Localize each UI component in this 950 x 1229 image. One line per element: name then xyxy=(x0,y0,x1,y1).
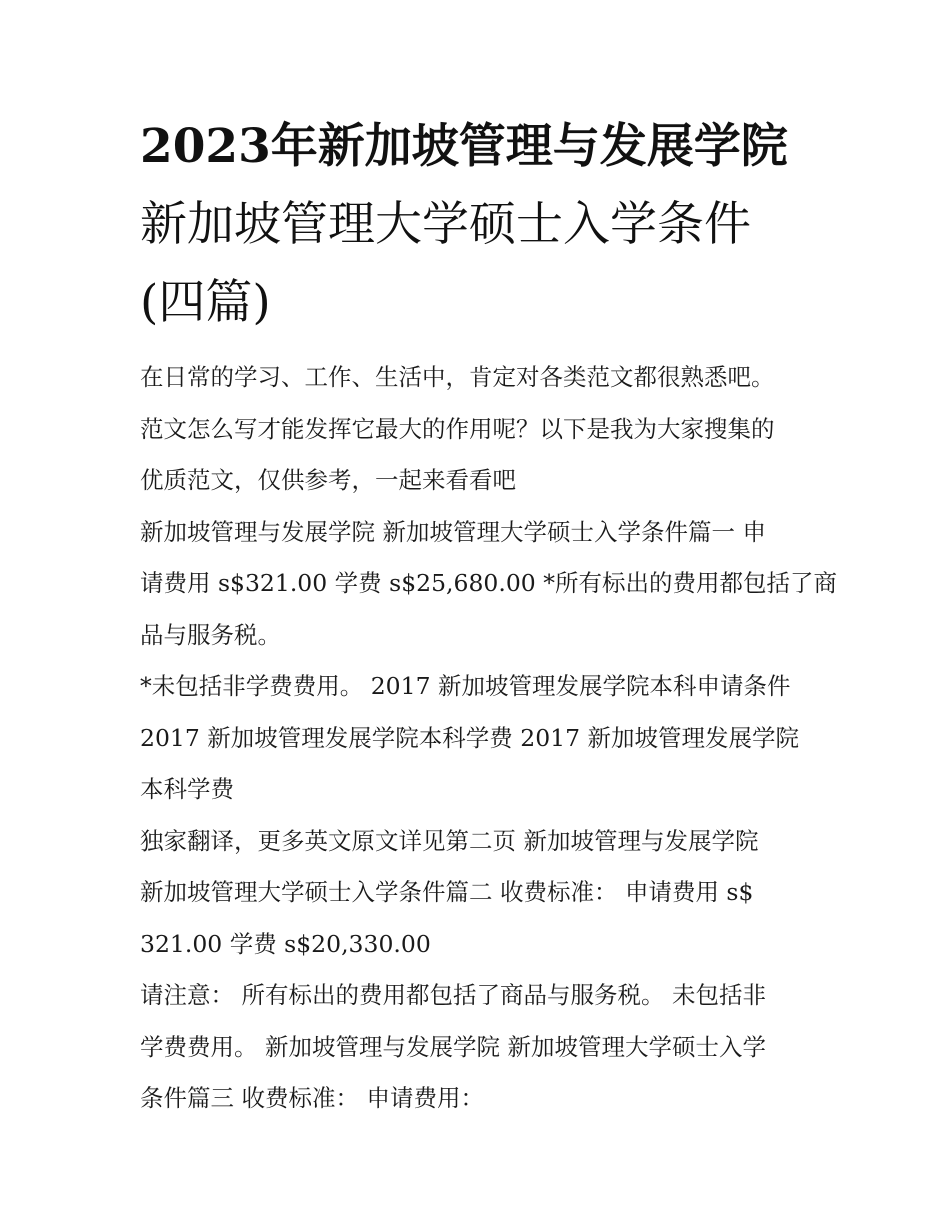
text-line: 条件篇三 收费标准： 申请费用： xyxy=(140,1084,484,1112)
title-line: 新加坡管理大学硕士入学条件 xyxy=(140,197,751,252)
paragraph-intro xyxy=(140,352,830,507)
text-line: 请注意： 所有标出的费用都包括了商品与服务税。 未包括非 xyxy=(140,981,766,1009)
text-line: 品与服务税。 xyxy=(140,620,281,649)
document-title xyxy=(140,108,830,342)
title-line: (四篇) xyxy=(140,275,271,330)
document-body xyxy=(140,352,837,1125)
text-line: 优质范文，仅供参考，一起来看看吧 xyxy=(140,466,516,494)
text-line: 2017 新加坡管理发展学院本科学费 2017 新加坡管理发展学院 xyxy=(140,723,800,752)
text-line: 独家翻译，更多英文原文详见第二页 新加坡管理与发展学院 xyxy=(140,826,759,855)
text-line: 321.00 学费 s$20,330.00 xyxy=(140,929,431,958)
text-line: 学费费用。 新加坡管理与发展学院 新加坡管理大学硕士入学 xyxy=(140,1032,766,1061)
title-line: 2023年新加坡管理与发展学院 xyxy=(140,119,788,174)
text-line: 新加坡管理与发展学院 新加坡管理大学硕士入学条件篇一 申 xyxy=(140,517,766,546)
text-line: 在日常的学习、工作、生活中，肯定对各类范文都很熟悉吧。 xyxy=(140,363,775,391)
paragraph-article-one xyxy=(140,507,837,662)
text-line: *未包括非学费费用。 2017 新加坡管理发展学院本科申请条件 xyxy=(140,672,791,700)
text-line: 请费用 s$321.00 学费 s$25,680.00 *所有标出的费用都包括了商 xyxy=(140,569,837,597)
paragraph-article-three xyxy=(140,970,830,1125)
text-line: 范文怎么写才能发挥它最大的作用呢？以下是我为大家搜集的 xyxy=(140,414,775,443)
text-line: 本科学费 xyxy=(140,775,234,803)
paragraph-non-tuition-note xyxy=(140,661,830,816)
paragraph-article-two xyxy=(140,816,830,971)
text-line: 新加坡管理大学硕士入学条件篇二 收费标准： 申请费用 s$ xyxy=(140,878,754,906)
